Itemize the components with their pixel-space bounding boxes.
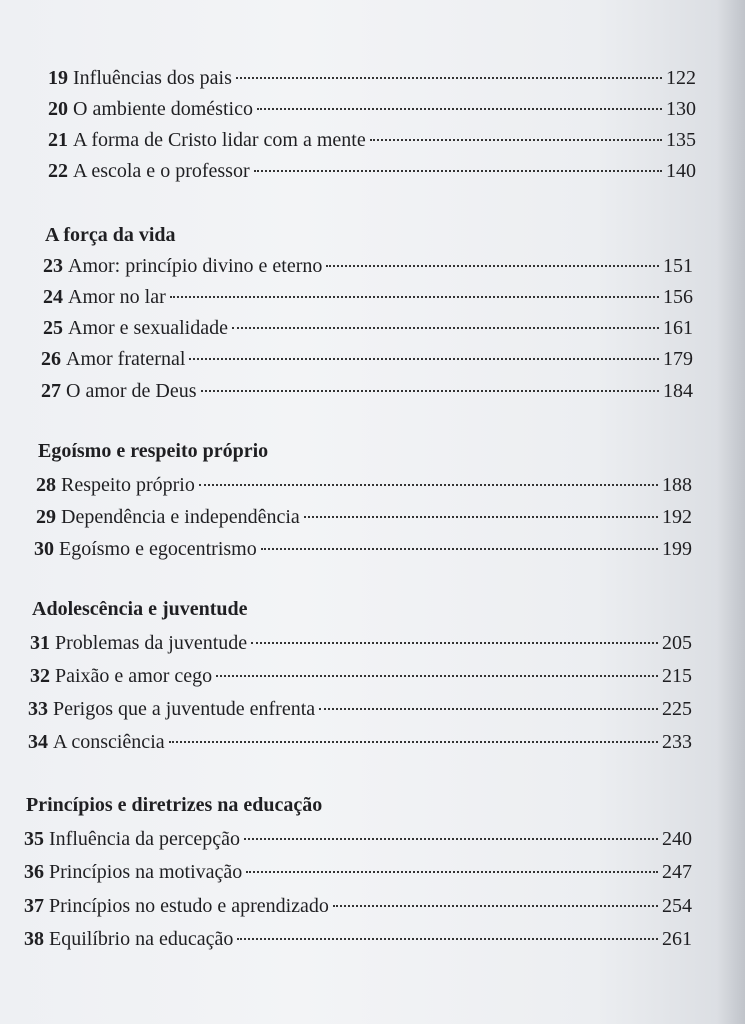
page-number: 192	[662, 506, 692, 528]
chapter-title: O ambiente doméstico	[73, 98, 253, 120]
page-number: 135	[666, 129, 696, 151]
chapter-title: Amor: princípio divino e eterno	[68, 255, 323, 277]
chapter-title: Respeito próprio	[61, 474, 195, 496]
chapter-number: 22	[48, 160, 68, 182]
page-number: 140	[666, 160, 696, 182]
toc-entry	[41, 379, 693, 403]
toc-entry	[43, 285, 693, 309]
page-number: 179	[663, 348, 693, 370]
dot-leader	[326, 265, 659, 267]
page-number: 184	[663, 380, 693, 402]
chapter-number: 27	[41, 380, 61, 402]
chapter-title: A consciência	[53, 731, 165, 753]
toc-entry	[34, 537, 692, 561]
page-number: 240	[662, 828, 692, 850]
chapter-number: 34	[28, 731, 48, 753]
chapter-number: 21	[48, 129, 68, 151]
chapter-title: Equilíbrio na educação	[49, 928, 234, 950]
chapter-title: Paixão e amor cego	[55, 665, 213, 687]
page-number: 151	[663, 255, 693, 277]
page-number: 215	[662, 665, 692, 687]
dot-leader	[170, 296, 659, 298]
toc-entry	[28, 697, 692, 721]
chapter-title: Princípios no estudo e aprendizado	[49, 895, 329, 917]
dot-leader	[201, 390, 659, 392]
chapter-number: 20	[48, 98, 68, 120]
page-number: 233	[662, 731, 692, 753]
chapter-title: A escola e o professor	[73, 160, 250, 182]
chapter-number: 29	[36, 506, 56, 528]
chapter-title: Influência da percepção	[49, 828, 240, 850]
chapter-number: 36	[24, 861, 44, 883]
chapter-title: Amor e sexualidade	[68, 317, 228, 339]
page-number: 261	[662, 928, 692, 950]
page-number: 122	[666, 67, 696, 89]
chapter-number: 28	[36, 474, 56, 496]
toc-entry	[30, 664, 692, 688]
dot-leader	[251, 642, 658, 644]
toc-entry	[24, 894, 692, 918]
page-number: 225	[662, 698, 692, 720]
page-number: 205	[662, 632, 692, 654]
chapter-number: 26	[41, 348, 61, 370]
dot-leader	[257, 108, 662, 110]
dot-leader	[232, 327, 659, 329]
dot-leader	[199, 484, 658, 486]
toc-entry	[48, 66, 696, 90]
toc-entry	[43, 254, 693, 278]
page-number: 254	[662, 895, 692, 917]
chapter-number: 24	[43, 286, 63, 308]
chapter-title: A forma de Cristo lidar com a mente	[73, 129, 366, 151]
dot-leader	[254, 170, 662, 172]
toc-entry	[48, 97, 696, 121]
toc-entry	[24, 860, 692, 884]
page-number: 130	[666, 98, 696, 120]
dot-leader	[236, 77, 662, 79]
dot-leader	[333, 905, 658, 907]
page-number: 161	[663, 317, 693, 339]
dot-leader	[304, 516, 658, 518]
chapter-number: 23	[43, 255, 63, 277]
section-heading: Princípios e diretrizes na educação	[26, 794, 323, 816]
dot-leader	[319, 708, 658, 710]
toc-entry	[36, 473, 692, 497]
toc-entry	[28, 730, 692, 754]
toc-entry	[24, 927, 692, 951]
chapter-number: 33	[28, 698, 48, 720]
chapter-title: Egoísmo e egocentrismo	[59, 538, 257, 560]
section-heading: A força da vida	[45, 224, 176, 246]
chapter-number: 37	[24, 895, 44, 917]
page-number: 156	[663, 286, 693, 308]
dot-leader	[261, 548, 658, 550]
chapter-title: Amor fraternal	[66, 348, 186, 370]
page-number: 199	[662, 538, 692, 560]
dot-leader	[237, 938, 658, 940]
toc-entry	[36, 505, 692, 529]
chapter-number: 30	[34, 538, 54, 560]
toc-entry	[30, 631, 692, 655]
toc-entry	[41, 347, 693, 371]
toc-entry	[48, 159, 696, 183]
dot-leader	[169, 741, 658, 743]
toc-entry	[43, 316, 693, 340]
chapter-title: Amor no lar	[68, 286, 166, 308]
chapter-number: 32	[30, 665, 50, 687]
chapter-title: Problemas da juventude	[55, 632, 248, 654]
toc-entry	[48, 128, 696, 152]
page-number: 188	[662, 474, 692, 496]
section-heading: Egoísmo e respeito próprio	[38, 440, 269, 462]
chapter-title: Princípios na motivação	[49, 861, 243, 883]
chapter-number: 25	[43, 317, 63, 339]
chapter-number: 19	[48, 67, 68, 89]
dot-leader	[244, 838, 658, 840]
toc-entry	[24, 827, 692, 851]
chapter-title: Perigos que a juventude enfrenta	[53, 698, 316, 720]
chapter-title: O amor de Deus	[66, 380, 197, 402]
chapter-number: 38	[24, 928, 44, 950]
page-number: 247	[662, 861, 692, 883]
chapter-number: 31	[30, 632, 50, 654]
section-heading: Adolescência e juventude	[32, 598, 248, 620]
dot-leader	[246, 871, 658, 873]
dot-leader	[370, 139, 662, 141]
dot-leader	[216, 675, 658, 677]
dot-leader	[189, 358, 659, 360]
chapter-title: Influências dos pais	[73, 67, 232, 89]
chapter-number: 35	[24, 828, 44, 850]
chapter-title: Dependência e independência	[61, 506, 300, 528]
